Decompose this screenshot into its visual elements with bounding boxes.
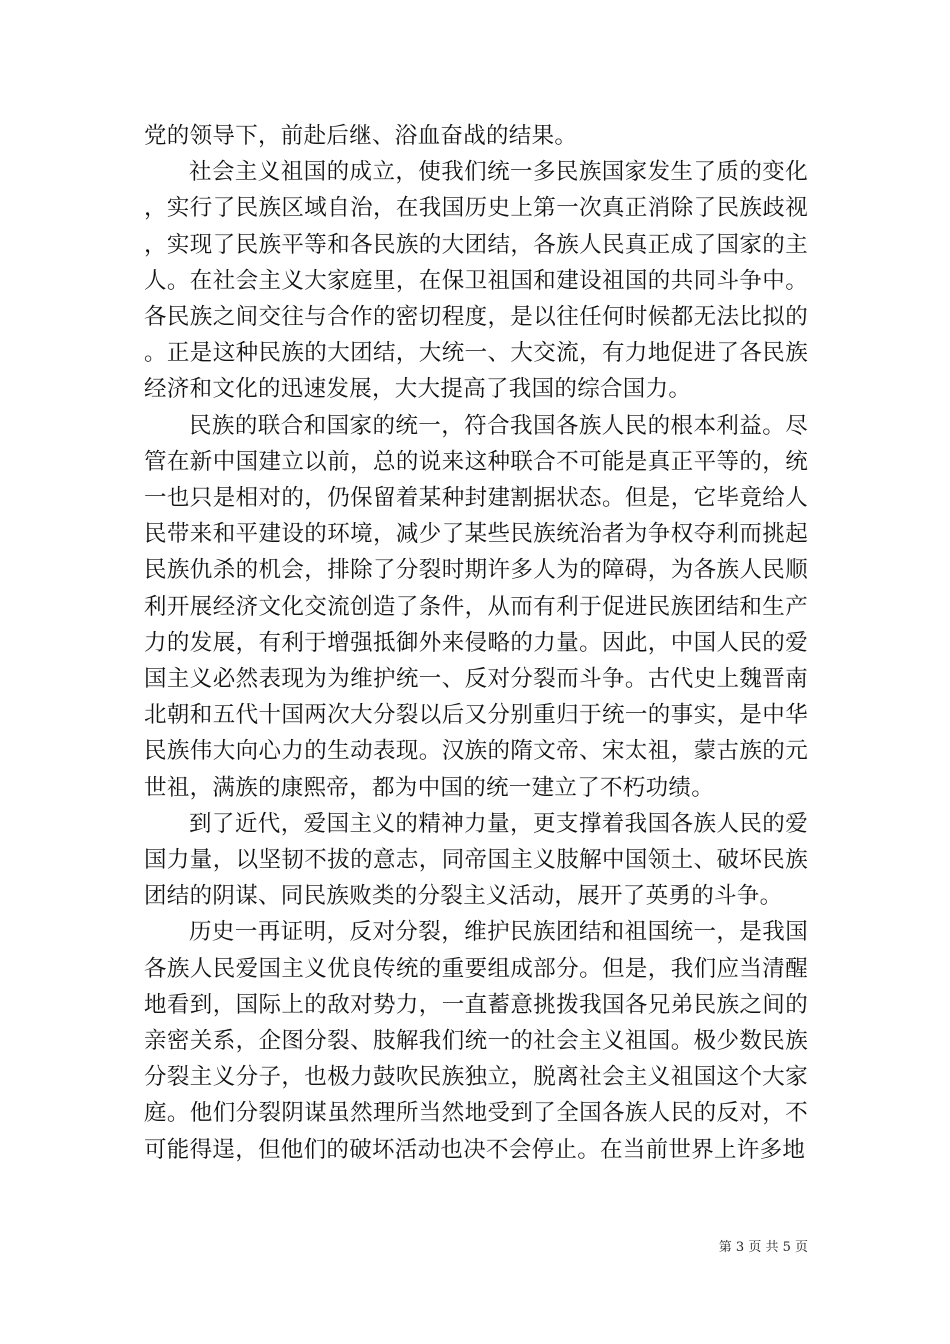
- body-text: [144, 118, 808, 1168]
- paragraph-socialist-motherland: 社会主义祖国的成立，使我们统一多民族国家发生了质的变化，实行了民族区域自治，在我国历史上第一次真正消除了民族歧视，实现了民族平等和各民族的大团结，各族人民真正成了国家的主人。在社会主义大家庭里，在保卫祖国和建设祖国的共同斗争中。各民族之间交往与合作的密切程度，是以往任何时候都无法比拟的。正是这种民族的大团结，大统一、大交流，有力地促进了各民族经济和文化的迅速发展，大大提高了我国的综合国力。: [144, 159, 808, 403]
- paragraph-national-unity: 民族的联合和国家的统一，符合我国各族人民的根本利益。尽管在新中国建立以前，总的说来这种联合不可能是真正平等的，统一也只是相对的，仍保留着某种封建割据状态。但是，它毕竟给人民带来和平建设的环境，减少了某些民族统治者为争权夺利而挑起民族仇杀的机会，排除了分裂时期许多人为的障碍，为各族人民顺利开展经济文化交流创造了条件，从而有利于促进民族团结和生产力的发展，有利于增强抵御外来侵略的力量。因此，中国人民的爱国主义必然表现为为维护统一、反对分裂而斗争。古代史上魏晋南北朝和五代十国两次大分裂以后又分别重归于统一的事实，是中华民族伟大向心力的生动表现。汉族的隋文帝、宋太祖，蒙古族的元世祖，满族的康熙帝，都为中国的统一建立了不朽功绩。: [144, 412, 808, 801]
- paragraph-continuation: 党的领导下，前赴后继、浴血奋战的结果。: [144, 123, 578, 149]
- paragraph-history-proves: 历史一再证明，反对分裂，维护民族团结和祖国统一，是我国各族人民爱国主义优良传统的重要组成部分。但是，我们应当清醒地看到，国际上的敌对势力，一直蓄意挑拨我国各兄弟民族之间的亲密关系，企图分裂、肢解我们统一的社会主义祖国。极少数民族分裂主义分子，也极力鼓吹民族独立，脱离社会主义祖国这个大家庭。他们分裂阴谋虽然理所当然地受到了全国各族人民的反对，不可能得逞，但他们的破坏活动也决不会停止。在当前世界上许多地: [144, 919, 808, 1163]
- paragraph-modern-era: 到了近代，爱国主义的精神力量，更支撑着我国各族人民的爱国力量，以坚韧不拔的意志，同帝国主义肢解中国领土、破坏民族团结的阴谋、同民族败类的分裂主义活动，展开了英勇的斗争。: [144, 810, 808, 910]
- page-number-footer: 第 3 页 共 5 页: [718, 1240, 808, 1255]
